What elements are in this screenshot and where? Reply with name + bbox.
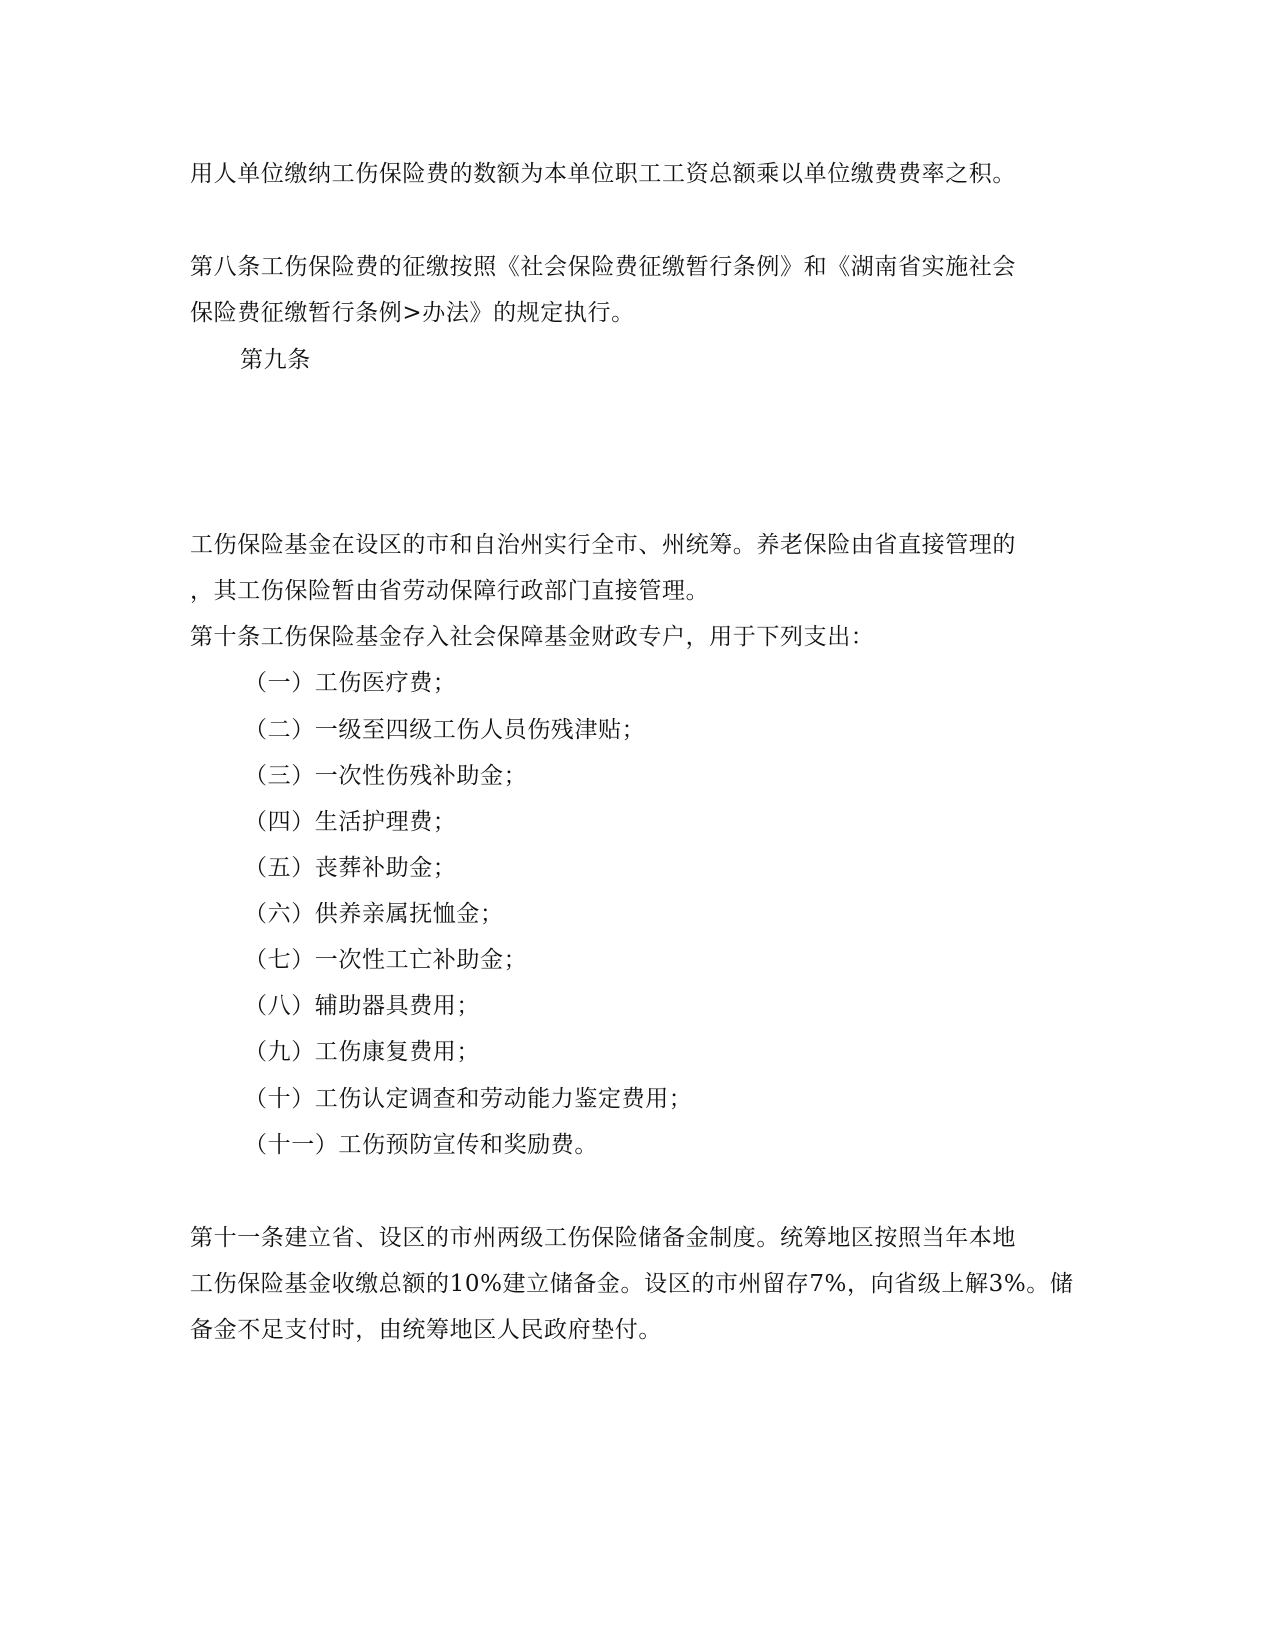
article-9-line-1: 工伤保险基金在设区的市和自治州实行全市、州统筹。养老保险由省直接管理的	[190, 532, 1016, 558]
article-8-line-2: 保险费征缴暂行条例>办法》的规定执行。	[190, 300, 635, 326]
list-item: （七）一次性工亡补助金；	[244, 947, 528, 973]
article-9-heading: 第九条	[240, 347, 311, 373]
list-item: （六）供养亲属抚恤金；	[244, 901, 504, 927]
list-item: （四）生活护理费；	[244, 809, 457, 835]
paragraph-contribution-amount: 用人单位缴纳工伤保险费的数额为本单位职工工资总额乘以单位缴费费率之积。	[190, 161, 1016, 187]
list-item: （三）一次性伤残补助金；	[244, 763, 528, 789]
list-item: （九）工伤康复费用；	[244, 1039, 480, 1065]
list-item: （二）一级至四级工伤人员伤残津贴；	[244, 717, 646, 743]
article-11-line-3: 备金不足支付时，由统筹地区人民政府垫付。	[190, 1317, 662, 1343]
article-9-line-2: ，其工伤保险暂由省劳动保障行政部门直接管理。	[190, 578, 710, 604]
article-8-line-1: 第八条工伤保险费的征缴按照《社会保险费征缴暂行条例》和《湖南省实施社会	[190, 254, 1016, 280]
article-10-intro: 第十条工伤保险基金存入社会保障基金财政专户，用于下列支出：	[190, 624, 875, 650]
list-item: （一）工伤医疗费；	[244, 670, 457, 696]
list-item: （五）丧葬补助金；	[244, 855, 457, 881]
list-item: （十一）工伤预防宣传和奖励费。	[244, 1132, 598, 1158]
article-11-line-1: 第十一条建立省、设区的市州两级工伤保险储备金制度。统筹地区按照当年本地	[190, 1225, 1016, 1251]
article-11-line-2: 工伤保险基金收缴总额的10%建立储备金。设区的市州留存7%，向省级上解3%。储	[190, 1271, 1074, 1297]
list-item: （十）工伤认定调查和劳动能力鉴定费用；	[244, 1086, 693, 1112]
list-item: （八）辅助器具费用；	[244, 993, 480, 1019]
